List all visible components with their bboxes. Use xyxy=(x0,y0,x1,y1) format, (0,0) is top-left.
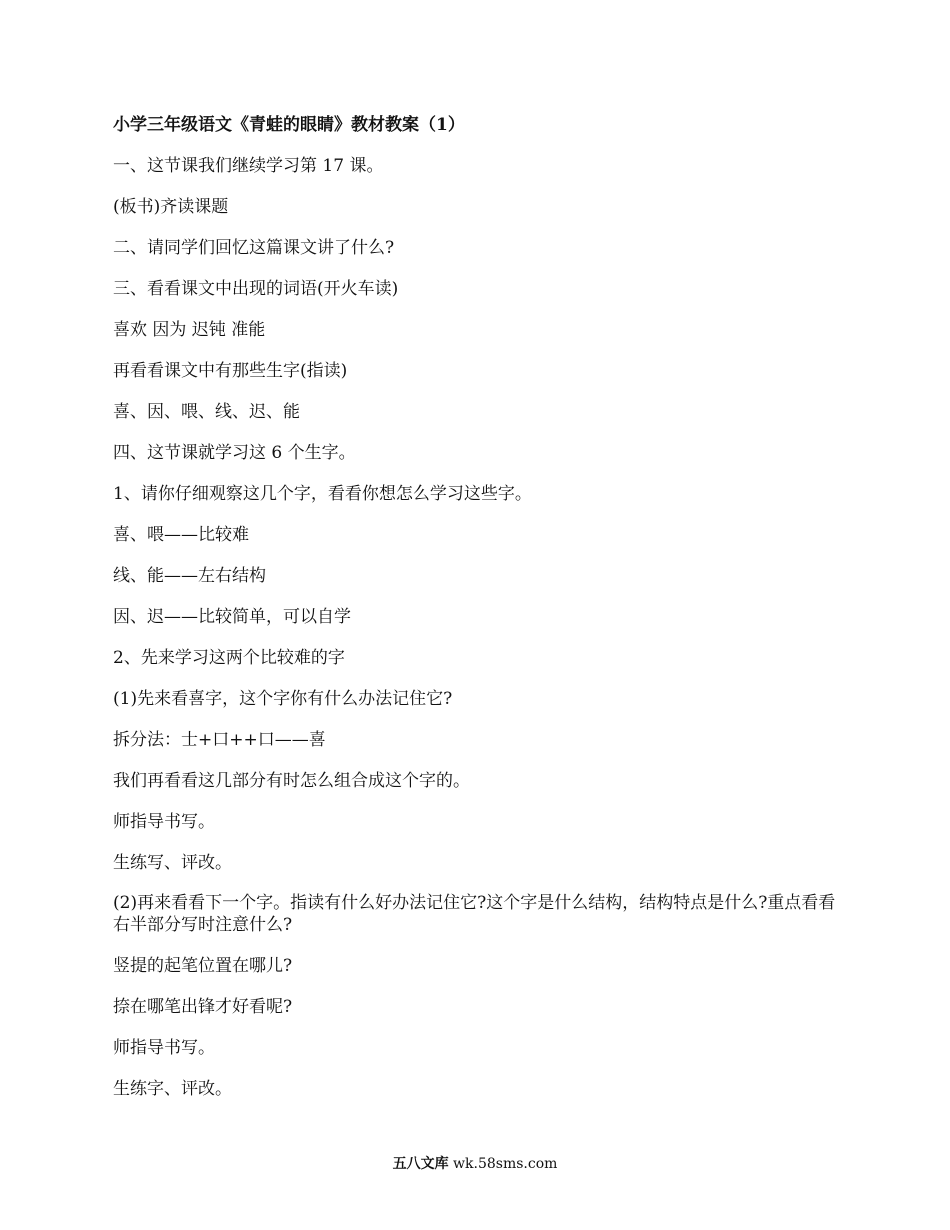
paragraph: 师指导书写。 xyxy=(113,812,215,832)
paragraph: 喜欢 因为 迟钝 准能 xyxy=(113,320,266,340)
paragraph: 我们再看看这几部分有时怎么组合成这个字的。 xyxy=(113,771,470,791)
paragraph: (2)再来看看下一个字。指读有什么好办法记住它?这个字是什么结构，结构特点是什么?重点看看右半部分写时注意什么? xyxy=(113,893,836,935)
paragraph: 线、能——左右结构 xyxy=(113,566,266,586)
document-body xyxy=(113,113,843,1118)
paragraph: 师指导书写。 xyxy=(113,1038,215,1058)
paragraph: 一、这节课我们继续学习第 17 课。 xyxy=(113,156,384,176)
paragraph: 竖提的起笔位置在哪儿? xyxy=(113,956,293,976)
paragraph: (1)先来看喜字，这个字你有什么办法记住它? xyxy=(113,689,453,709)
paragraph: 生练字、评改。 xyxy=(113,1079,232,1099)
footer-brand: 五八文库 xyxy=(392,1156,449,1172)
paragraph: (板书)齐读课题 xyxy=(113,197,229,217)
page-footer xyxy=(0,1154,950,1174)
paragraph: 拆分法：士+口++口——喜 xyxy=(113,730,326,750)
paragraph: 喜、喂——比较难 xyxy=(113,525,249,545)
paragraph: 再看看课文中有那些生字(指读) xyxy=(113,361,348,381)
footer-url: wk.58sms.com xyxy=(453,1156,558,1172)
paragraph: 2、先来学习这两个比较难的字 xyxy=(113,648,345,668)
paragraph: 三、看看课文中出现的词语(开火车读) xyxy=(113,279,399,299)
document-title: 小学三年级语文《青蛙的眼睛》教材教案（1） xyxy=(113,115,465,135)
paragraph: 1、请你仔细观察这几个字，看看你想怎么学习这些字。 xyxy=(113,484,532,504)
paragraph: 二、请同学们回忆这篇课文讲了什么? xyxy=(113,238,395,258)
paragraph-list xyxy=(113,154,843,1101)
paragraph: 捺在哪笔出锋才好看呢? xyxy=(113,997,293,1017)
paragraph: 四、这节课就学习这 6 个生字。 xyxy=(113,443,356,463)
paragraph: 生练写、评改。 xyxy=(113,853,232,873)
paragraph: 因、迟——比较简单，可以自学 xyxy=(113,607,351,627)
paragraph: 喜、因、喂、线、迟、能 xyxy=(113,402,300,422)
